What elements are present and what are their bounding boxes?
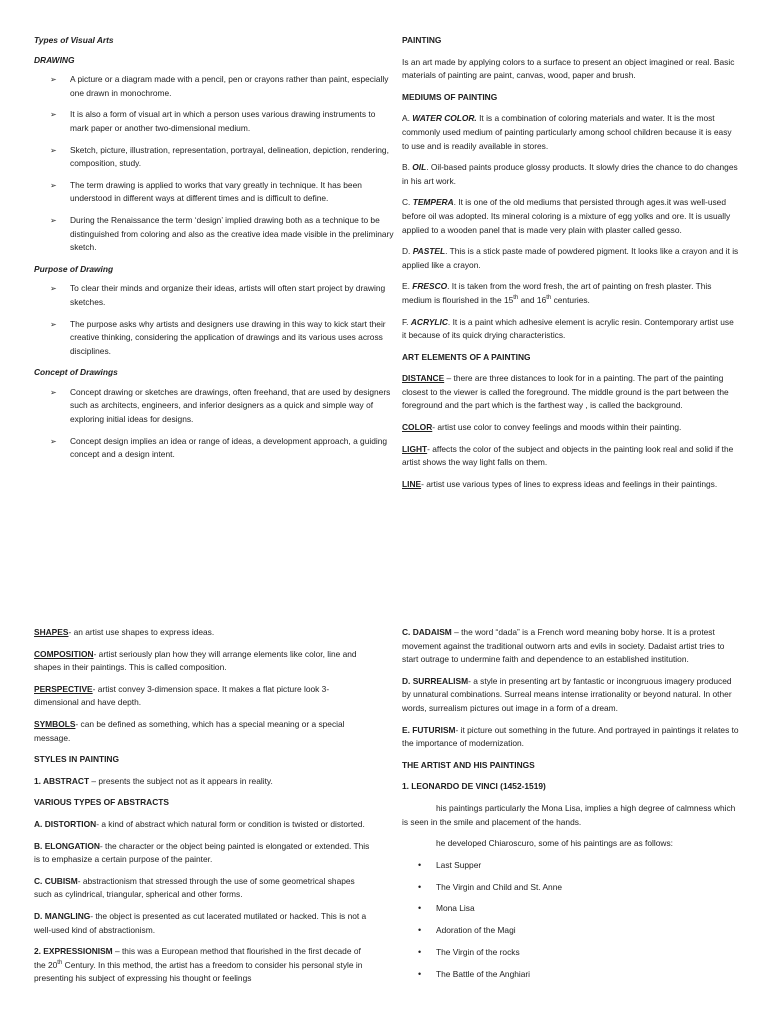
list-item: • The Virgin of the rocks (402, 946, 740, 960)
arrow-bullet-icon: ➢ (50, 215, 57, 225)
styles-heading: STYLES IN PAINTING (34, 754, 119, 765)
arrow-bullet-icon: ➢ (50, 319, 57, 329)
column-top-right (402, 34, 740, 499)
element-distance: DISTANCE – there are three distances to look for in a painting. The part of the painting closest to the viewer is called the foreground. The middle ground is the part between the foreground and the part which is the farthest way , is called the background. (402, 373, 729, 411)
arrow-bullet-icon: ➢ (50, 180, 57, 190)
element-symbols: SYMBOLS- can be defined as something, which has a special meaning or a special message. (34, 718, 345, 743)
list-item: ➢ Concept design implies an idea or range of ideas, a development approach, a guiding concept and a design intent. (50, 435, 388, 460)
list-item: • Last Supper (402, 859, 740, 873)
medium-fresco: E. FRESCO. It is taken from the word fresh, the art of painting on fresh plaster. This medium is flourished in the 15th and 16th centuries. (402, 281, 712, 305)
list-item: • The Battle of the Anghiari (402, 968, 740, 982)
list-item: ➢ It is also a form of visual art in which a person uses various drawing instruments to mark paper or another two-dimensional medium. (50, 109, 376, 133)
painting-heading: PAINTING (402, 35, 442, 45)
leonardo-description: his paintings particularly the Mona Lisa, implies a high degree of calmness which is seen in the smile and placement of the hands. (402, 802, 736, 827)
paintings-list (402, 859, 740, 982)
abstract-elongation: B. ELONGATION- the character or the object being painted is elongated or extended. This is to emphasize a certain purpose of the painter. (34, 840, 370, 865)
concept-heading: Concept of Drawings (34, 367, 118, 378)
list-item: ➢ A picture or a diagram made with a pencil, pen or crayons rather than paint, especially one drawn in monochrome. (50, 74, 389, 98)
medium-pastel: D. PASTEL. This is a stick paste made of powdered pigment. It looks like a crayon and it is applied like a crayon. (402, 246, 739, 270)
dot-bullet-icon: • (418, 925, 422, 936)
element-composition: COMPOSITION- artist seriously plan how they will arrange elements like color, line and shapes in their paintings. This is called composition. (34, 648, 357, 673)
element-line: LINE- artist use various types of lines to express ideas and feelings in their paintings. (402, 478, 718, 489)
medium-acrylic: F. ACRYLIC. It is a paint which adhesive element is acrylic resin. Contemporary artist use it because of its quick drying characteristics. (402, 316, 734, 341)
element-perspective: PERSPECTIVE- artist convey 3-dimension space. It makes a flat picture look 3-dimensional and have depth. (34, 683, 330, 708)
list-item: • Adoration of the Magi (402, 924, 740, 938)
style-expressionism: 2. EXPRESSIONISM – this was a European method that flourished in the first decade of the 20th Century. In this method, the artist has a freedom to consider his personal style in presenting his subject of expressing his thought or feelings (34, 946, 363, 984)
list-item: ➢ To clear their minds and organize their ideas, artists will often start project by drawing sketches. (50, 283, 386, 307)
list-item: • The Virgin and Child and St. Anne (402, 881, 740, 895)
list-item: ➢ Concept drawing or sketches are drawings, often freehand, that are used by designers such as architects, engineers, and inferior designers as a quick and simple way of exploring initial ideas for designs. (50, 386, 391, 425)
style-futurism: E. FUTURISM- it picture out something in the future. And portrayed in paintings it relates to the importance of modernization. (402, 724, 739, 749)
arrow-bullet-icon: ➢ (50, 284, 57, 294)
artist-heading: THE ARTIST AND HIS PAINTINGS (402, 759, 535, 770)
column-bottom-right (402, 626, 740, 989)
dot-bullet-icon: • (418, 968, 422, 979)
element-shapes: SHAPES- an artist use shapes to express ideas. (34, 627, 215, 637)
column-bottom-left (34, 626, 372, 994)
purpose-list (34, 282, 394, 358)
list-item: ➢ The purpose asks why artists and designers use drawing in this way to kick start their creative thinking, considering the application of drawings and its various uses across disciplines. (50, 318, 386, 356)
drawing-list (34, 73, 394, 255)
arrow-bullet-icon: ➢ (50, 110, 57, 120)
doc-title: Types of Visual Arts (34, 35, 114, 45)
list-item: • Mona Lisa (402, 902, 740, 916)
abstract-mangling: D. MANGLING- the object is presented as cut lacerated mutilated or hacked. This is not a well-used kind of abstractionism. (34, 910, 367, 935)
arrow-bullet-icon: ➢ (50, 75, 57, 85)
drawing-heading: DRAWING (34, 54, 75, 65)
arrow-bullet-icon: ➢ (50, 145, 57, 155)
list-item: ➢ During the Renaissance the term ‘design’ implied drawing both as a technique to be distinguished from coloring and also as the creative idea made visible in the preliminary sketch. (50, 214, 394, 253)
element-light: LIGHT- affects the color of the subject and objects in the painting look real and solid if the artist shows the way light falls on them. (402, 443, 734, 468)
dot-bullet-icon: • (418, 881, 422, 892)
mediums-heading: MEDIUMS OF PAINTING (402, 91, 498, 102)
elements-heading: ART ELEMENTS OF A PAINTING (402, 351, 531, 362)
arrow-bullet-icon: ➢ (50, 387, 57, 397)
abstracts-heading: VARIOUS TYPES OF ABSTRACTS (34, 797, 169, 808)
element-color: COLOR- artist use color to convey feelings and moods within their painting. (402, 422, 682, 433)
arrow-bullet-icon: ➢ (50, 436, 57, 446)
list-item: ➢ Sketch, picture, illustration, representation, portrayal, delineation, depiction, rendering, composition, study. (50, 144, 389, 169)
abstract-cubism: C. CUBISM- abstractionism that stressed through the use of some geometrical shapes such as cylindrical, triangular, spherical and other forms. (34, 875, 355, 900)
medium-oil: B. OIL. Oil-based paints produce glossy products. It slowly dries the chance to do changes in his art work. (402, 162, 738, 186)
column-top-left (34, 34, 394, 470)
medium-tempera: C. TEMPERA. It is one of the old mediums that persisted through ages.it was well-used before oil was adopted. Its mineral coloring is a mixture of egg yolks and ore. It is usually applied to a wooden panel that is made very plain with plaster called gesso. (402, 197, 731, 235)
concept-list (34, 386, 394, 462)
style-abstract: 1. ABSTRACT – presents the subject not as it appears in reality. (34, 775, 273, 786)
dot-bullet-icon: • (418, 903, 422, 914)
leonardo-heading: 1. LEONARDO DE VINCI (1452-1519) (402, 781, 546, 792)
leonardo-chiaroscuro: he developed Chiaroscuro, some of his paintings are as follows: (436, 838, 673, 849)
abstract-distortion: A. DISTORTION- a kind of abstract which natural form or condition is twisted or distorted. (34, 818, 365, 829)
style-dadaism: C. DADAISM – the word “dada” is a French word meaning boby horse. It is a protest movement against the traditional outworn arts and evils in society. Dadaist artist tries to start outrage to undermine faith and dependence to an established institution. (402, 627, 725, 665)
painting-definition: Is an art made by applying colors to a surface to present an object imagined or real. Basic materials of painting are paint, canvas, wood, paper and brush. (402, 56, 735, 81)
dot-bullet-icon: • (418, 946, 422, 957)
style-surrealism: D. SURREALISM- a style in presenting art by fantastic or incongruous imagery produced by unnatural combinations. Surreal means intense irrationality or beyond natural. In other words, surrealism pictures out image in a form of a dream. (402, 675, 732, 713)
purpose-heading: Purpose of Drawing (34, 263, 114, 274)
medium-water-color: A. WATER COLOR. It is a combination of coloring materials and water. It is the most commonly used medium of painting particularly among school children because it is easy to use and is readily available in stores. (402, 113, 732, 151)
dot-bullet-icon: • (418, 859, 422, 870)
list-item: ➢ The term drawing is applied to works that vary greatly in technique. It has been understood in different ways at different times and is difficult to define. (50, 179, 362, 204)
